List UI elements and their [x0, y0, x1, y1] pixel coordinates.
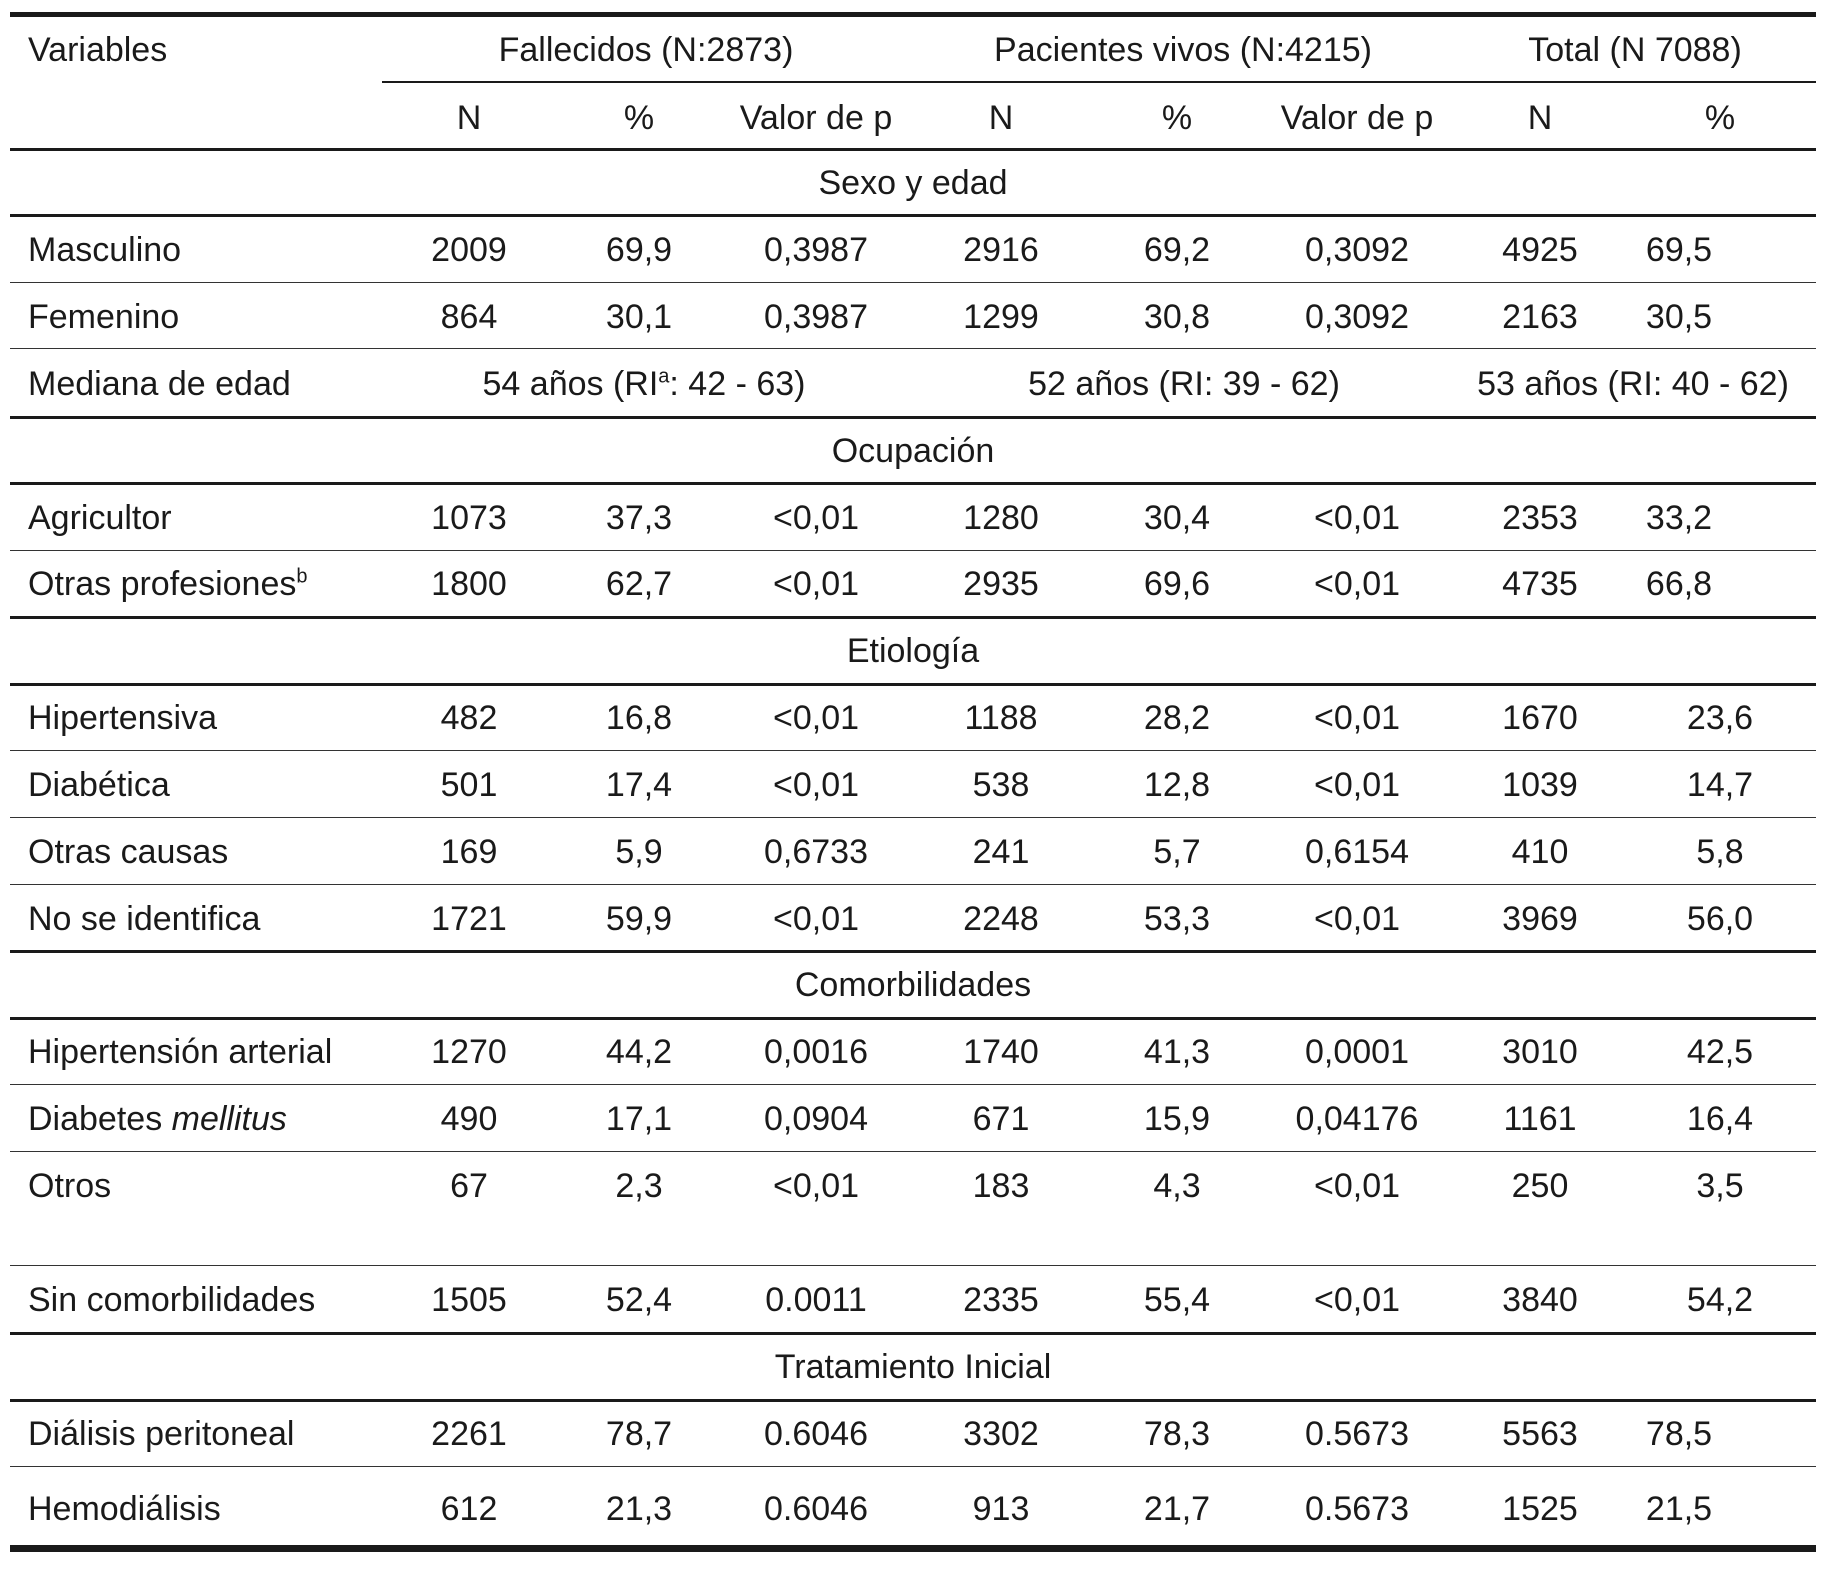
- table-cell: 41,3: [1143, 1033, 1211, 1071]
- table-cell: 1188: [964, 699, 1038, 737]
- table-cell: 1800: [431, 565, 507, 603]
- table-cell: 12,8: [1143, 766, 1211, 804]
- table-cell: 169: [440, 833, 498, 871]
- top-rule: [10, 12, 1816, 17]
- group-header-vivos: Pacientes vivos (N:4215): [994, 31, 1372, 69]
- table-cell: 0,3092: [1305, 298, 1409, 336]
- row-label: Hipertensión arterial: [28, 1033, 333, 1071]
- row-label: Masculino: [28, 231, 182, 269]
- row-divider: [10, 550, 1816, 551]
- table-cell: 1073: [431, 499, 507, 537]
- table-cell: 3010: [1502, 1033, 1578, 1071]
- table-cell: 0,0904: [764, 1100, 868, 1138]
- table-cell: 1299: [963, 298, 1039, 336]
- table-cell: 538: [972, 766, 1030, 804]
- table-cell: 1270: [431, 1033, 507, 1071]
- table-cell: 53,3: [1143, 900, 1211, 938]
- table-cell: 2248: [963, 900, 1039, 938]
- col-header: Valor de p: [739, 99, 893, 137]
- table-cell: 17,4: [605, 766, 673, 804]
- table-cell: 1525: [1502, 1490, 1578, 1528]
- table-cell: 33,2: [1645, 499, 1713, 537]
- table-cell: 52,4: [605, 1281, 673, 1319]
- table-cell: 913: [972, 1490, 1030, 1528]
- table-cell: 490: [440, 1100, 498, 1138]
- table-cell: 1670: [1502, 699, 1578, 737]
- table-cell: 78,3: [1143, 1415, 1211, 1453]
- section-rule: [10, 950, 1816, 953]
- table-cell: 23,6: [1686, 699, 1754, 737]
- section-rule: [10, 1399, 1816, 1402]
- table-cell: 1280: [963, 499, 1039, 537]
- row-label: Hemodiálisis: [28, 1490, 221, 1528]
- header-variables: Variables: [28, 31, 168, 69]
- table-cell: 410: [1511, 833, 1569, 871]
- table-cell: <0,01: [1313, 1167, 1401, 1205]
- col-header: N: [988, 99, 1014, 137]
- table-cell: 2335: [963, 1281, 1039, 1319]
- row-divider: [10, 1466, 1816, 1467]
- row-label: Otras causas: [28, 833, 229, 871]
- row-divider: [10, 750, 1816, 751]
- row-label: Sin comorbilidades: [28, 1281, 316, 1319]
- col-header: N: [1527, 99, 1553, 137]
- table-cell: 3,5: [1696, 1167, 1744, 1205]
- table-cell: 1505: [431, 1281, 507, 1319]
- table-cell: 0.5673: [1305, 1490, 1409, 1528]
- table-cell: 501: [440, 766, 498, 804]
- table-cell: 17,1: [605, 1100, 673, 1138]
- table-cell: 5,7: [1153, 833, 1201, 871]
- row-label: Diabetes mellitus: [28, 1100, 287, 1138]
- table-cell: 21,7: [1143, 1490, 1211, 1528]
- row-label: No se identifica: [28, 900, 261, 938]
- section-title: Sexo y edad: [818, 164, 1008, 202]
- table-cell: <0,01: [772, 699, 860, 737]
- table-cell: <0,01: [772, 1167, 860, 1205]
- table-cell: <0,01: [1313, 499, 1401, 537]
- table-cell: 1039: [1502, 766, 1578, 804]
- table-cell: 0,3987: [764, 231, 868, 269]
- table-cell: 183: [972, 1167, 1030, 1205]
- table-cell: 0,0001: [1305, 1033, 1409, 1071]
- section-title: Comorbilidades: [794, 966, 1032, 1004]
- table-cell: 5,9: [615, 833, 663, 871]
- table-cell: 0.5673: [1305, 1415, 1409, 1453]
- table-cell: 2009: [431, 231, 507, 269]
- row-divider: [10, 817, 1816, 818]
- row-divider: [10, 282, 1816, 283]
- table-cell: 30,5: [1645, 298, 1713, 336]
- row-label: Mediana de edad: [28, 365, 291, 403]
- section-rule: [10, 416, 1816, 419]
- table-cell: <0,01: [772, 766, 860, 804]
- table-cell: 28,2: [1143, 699, 1211, 737]
- table-cell: 54,2: [1686, 1281, 1754, 1319]
- table-cell: 42,5: [1686, 1033, 1754, 1071]
- table-cell: 671: [972, 1100, 1030, 1138]
- col-header: %: [623, 99, 655, 137]
- table-cell: 44,2: [605, 1033, 673, 1071]
- table-cell: 4735: [1502, 565, 1578, 603]
- table-cell: 1721: [431, 900, 507, 938]
- table-cell: 0,3092: [1305, 231, 1409, 269]
- section-title: Tratamiento Inicial: [774, 1348, 1052, 1386]
- table-cell: 2935: [963, 565, 1039, 603]
- row-label: Hipertensiva: [28, 699, 217, 737]
- row-label: Agricultor: [28, 499, 172, 537]
- row-label: Otras profesiones$^b$: [28, 565, 308, 603]
- table-cell: 30,1: [605, 298, 673, 336]
- table-cell: 1161: [1503, 1100, 1577, 1138]
- bottom-rule: [10, 1545, 1816, 1552]
- table-cell: 0,3987: [764, 298, 868, 336]
- section-rule: [10, 1332, 1816, 1335]
- table-cell: 1740: [963, 1033, 1039, 1071]
- table-cell: 67: [450, 1167, 488, 1205]
- table-cell: <0,01: [1313, 766, 1401, 804]
- section-rule: [10, 683, 1816, 686]
- section-title: Ocupación: [831, 432, 995, 470]
- table-cell: 59,9: [605, 900, 673, 938]
- group-underline: [382, 81, 1816, 83]
- group-header-total: Total (N 7088): [1528, 31, 1742, 69]
- table-cell: 2353: [1502, 499, 1578, 537]
- table-cell: 30,4: [1143, 499, 1211, 537]
- table-cell: 56,0: [1686, 900, 1754, 938]
- table-cell: 15,9: [1143, 1100, 1211, 1138]
- table-cell: 2916: [963, 231, 1039, 269]
- table-cell: 21,3: [605, 1490, 673, 1528]
- table-cell: 0.6046: [764, 1490, 868, 1528]
- table-cell: <0,01: [772, 565, 860, 603]
- section-rule: [10, 1017, 1816, 1020]
- table-cell: 0,6154: [1305, 833, 1409, 871]
- table-cell: 2,3: [615, 1167, 663, 1205]
- table-cell: 0,0016: [764, 1033, 868, 1071]
- table-cell: 0,04176: [1295, 1100, 1419, 1138]
- section-rule: [10, 482, 1816, 485]
- table-cell: <0,01: [1313, 1281, 1401, 1319]
- table-cell: 69,9: [605, 231, 673, 269]
- table-cell: 66,8: [1645, 565, 1713, 603]
- median-age-vivos: 52 años (RI: 39 - 62): [1028, 365, 1340, 403]
- table-cell: 55,4: [1143, 1281, 1211, 1319]
- table-cell: 14,7: [1686, 766, 1754, 804]
- row-label: Otros: [28, 1167, 112, 1205]
- table-cell: 30,8: [1143, 298, 1211, 336]
- table-cell: 5,8: [1696, 833, 1744, 871]
- table-cell: 3302: [963, 1415, 1039, 1453]
- table-cell: 4,3: [1153, 1167, 1201, 1205]
- table-cell: 16,8: [605, 699, 673, 737]
- section-rule: [10, 214, 1816, 217]
- table-cell: 69,5: [1645, 231, 1713, 269]
- table-cell: 21,5: [1645, 1490, 1713, 1528]
- group-header-fallecidos: Fallecidos (N:2873): [498, 31, 794, 69]
- row-divider: [10, 348, 1816, 349]
- table-cell: <0,01: [1313, 565, 1401, 603]
- table-cell: 0.6046: [764, 1415, 868, 1453]
- table-cell: 0.0011: [765, 1281, 867, 1319]
- table-cell: 4925: [1502, 231, 1578, 269]
- section-rule: [10, 616, 1816, 619]
- table-cell: <0,01: [1313, 900, 1401, 938]
- table-cell: 78,5: [1645, 1415, 1713, 1453]
- table-cell: 612: [440, 1490, 498, 1528]
- table-cell: 69,6: [1143, 565, 1211, 603]
- section-title: Etiología: [846, 632, 980, 670]
- table-cell: <0,01: [772, 499, 860, 537]
- row-divider: [10, 1265, 1816, 1266]
- table-cell: 37,3: [605, 499, 673, 537]
- table-cell: 250: [1511, 1167, 1569, 1205]
- table-cell: 3969: [1502, 900, 1578, 938]
- row-label: Diabética: [28, 766, 170, 804]
- col-header: Valor de p: [1280, 99, 1434, 137]
- table-cell: 16,4: [1686, 1100, 1754, 1138]
- table-cell: 2261: [431, 1415, 507, 1453]
- table-cell: 78,7: [605, 1415, 673, 1453]
- col-header: N: [456, 99, 482, 137]
- row-divider: [10, 884, 1816, 885]
- table-cell: 3840: [1502, 1281, 1578, 1319]
- col-header: %: [1161, 99, 1193, 137]
- table-cell: 2163: [1502, 298, 1578, 336]
- table-cell: 62,7: [605, 565, 673, 603]
- row-divider: [10, 1151, 1816, 1152]
- table-cell: 0,6733: [764, 833, 868, 871]
- median-age-fallecidos: 54 años ($RI^a$: 42 - 63): [482, 365, 806, 403]
- table-cell: <0,01: [1313, 699, 1401, 737]
- row-divider: [10, 1084, 1816, 1085]
- header-rule: [10, 148, 1816, 151]
- table-cell: 69,2: [1143, 231, 1211, 269]
- row-label: Femenino: [28, 298, 180, 336]
- table-cell: 482: [440, 699, 498, 737]
- table-cell: 5563: [1502, 1415, 1578, 1453]
- table-cell: <0,01: [772, 900, 860, 938]
- table-cell: 241: [972, 833, 1030, 871]
- table-cell: 864: [440, 298, 498, 336]
- row-label: Diálisis peritoneal: [28, 1415, 295, 1453]
- median-age-total: 53 años (RI: 40 - 62): [1477, 365, 1789, 403]
- col-header: %: [1704, 99, 1736, 137]
